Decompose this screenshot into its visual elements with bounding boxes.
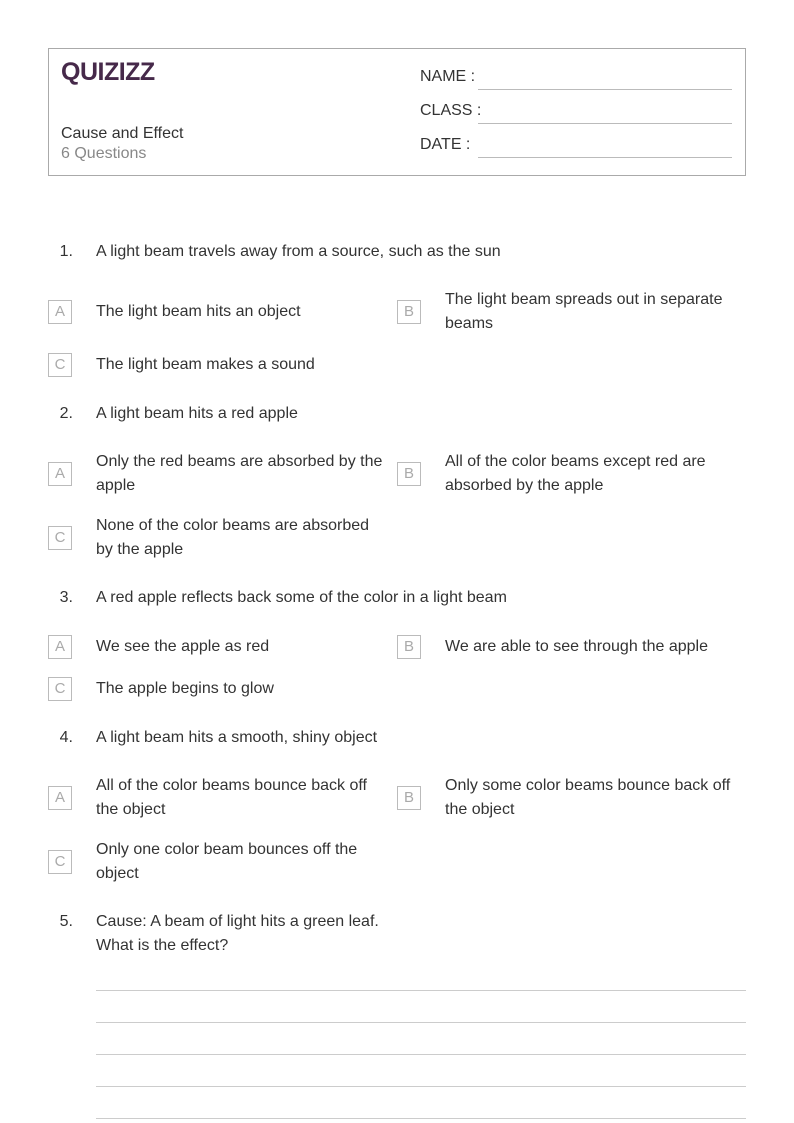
option-box[interactable]: B (397, 462, 421, 486)
question-text: A light beam hits a red apple (96, 405, 298, 422)
class-label: CLASS : (420, 102, 482, 119)
option-box[interactable]: A (48, 635, 72, 659)
option-box[interactable]: A (48, 462, 72, 486)
option-text: Only the red beams are absorbed by the apple (96, 453, 383, 494)
answer-line[interactable] (96, 1022, 746, 1023)
question-number: 2. (59, 405, 73, 422)
answer-line[interactable] (96, 1086, 746, 1087)
option-box[interactable]: A (48, 786, 72, 810)
option-text: The apple begins to glow (96, 680, 274, 697)
date-label: DATE : (420, 136, 471, 153)
option-box[interactable]: B (397, 300, 421, 324)
option-text: The light beam makes a sound (96, 356, 315, 373)
worksheet-title: Cause and Effect (61, 125, 184, 142)
question-number: 3. (59, 589, 73, 606)
option-text: The light beam spreads out in separate beams (445, 291, 723, 332)
option-text: The light beam hits an object (96, 303, 301, 320)
answer-line[interactable] (96, 990, 746, 991)
question-number: 1. (59, 243, 73, 260)
option-box[interactable]: B (397, 635, 421, 659)
option-text: All of the color beams except red are absorbed by the apple (445, 453, 706, 494)
option-text: All of the color beams bounce back off the object (96, 777, 367, 818)
option-box[interactable]: C (48, 353, 72, 377)
date-field[interactable] (478, 157, 732, 158)
option-box[interactable]: C (48, 526, 72, 550)
quizizz-logo: QUIZIZZ (61, 58, 155, 86)
question-text: A light beam hits a smooth, shiny object (96, 729, 378, 746)
name-field[interactable] (478, 89, 732, 90)
name-label: NAME : (420, 68, 476, 85)
option-box[interactable]: B (397, 786, 421, 810)
option-box[interactable]: A (48, 300, 72, 324)
question-text: Cause: A beam of light hits a green leaf. What is the effect? (96, 913, 379, 954)
option-text: We are able to see through the apple (445, 638, 708, 655)
question-count: 6 Questions (61, 145, 147, 162)
option-text: We see the apple as red (96, 638, 270, 655)
option-box[interactable]: C (48, 850, 72, 874)
answer-line[interactable] (96, 1054, 746, 1055)
question-number: 5. (59, 913, 73, 930)
question-number: 4. (59, 729, 73, 746)
question-text: A red apple reflects back some of the color in a light beam (96, 589, 507, 606)
option-box[interactable]: C (48, 677, 72, 701)
option-text: Only one color beam bounces off the object (96, 841, 358, 882)
answer-line[interactable] (96, 1118, 746, 1119)
option-text: Only some color beams bounce back off the object (445, 777, 731, 818)
option-text: None of the color beams are absorbed by the apple (96, 517, 370, 558)
class-field[interactable] (478, 123, 732, 124)
question-text: A light beam travels away from a source, such as the sun (96, 243, 501, 260)
